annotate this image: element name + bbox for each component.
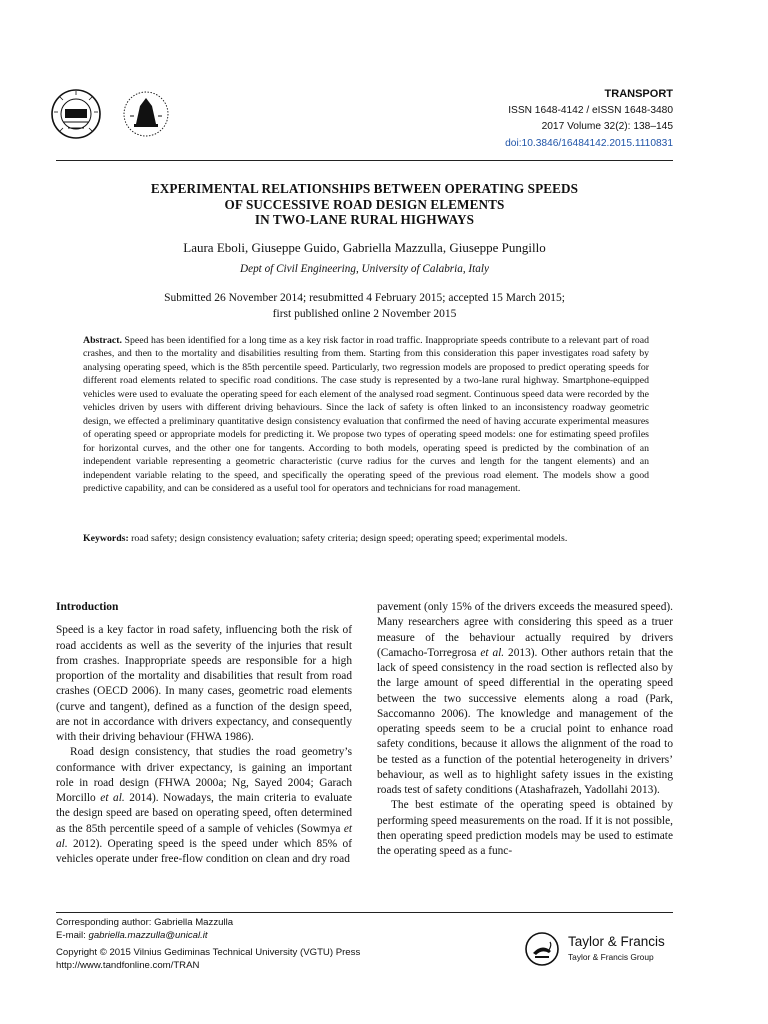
section-heading: Introduction	[56, 601, 119, 613]
publisher-group: Taylor & Francis Group	[568, 952, 654, 962]
abstract-text: Speed has been identified for a long time as a key risk factor in road traffic. Inappropriate speeds contribute to a relevant part of road crashes, and then to the mortality and disabilities resulting from them. Starting from this consideration this paper investigates road safety by analysing operating speed, which is the 85th percentile speed. Particularly, two regression models are proposed to predict operating speeds for different road elements related to specific road conditions. The case study is represented by a two-lane rural highway. Smartphone-equipped vehicles were used to evaluate the operating speed for each element of the analysed road segment. Continuous speed data were recorded by the vehicles driven by users with different driving behaviours. Since the lack of safety is often linked to an inconsistency roadway geometric design, we effected a preliminary quantitative design consistency evaluation that confirmed the need of having accurate experimental measures of operating speed or appropriate models for predicting it. We propose two types of operating speed models: one for estimating speed profiles for horizontal curves, and the other one for tangents. According to both models, operating speed is predicted by the combination of an independent variable representing a geometric characteristic (curve radius for the curves and length for the tangent elements) and an independent variable relating to the speed, and specifically the operating speed of the previous road element. The models show a good predictive capability, and can be considered as a useful tool for operators and technicians for road management.	[83, 335, 649, 494]
email-link[interactable]: gabriella.mazzulla@unical.it	[88, 929, 208, 941]
article-title	[56, 181, 673, 228]
keywords-text: road safety; design consistency evaluation; safety criteria; design speed; operating speed; experimental models.	[131, 533, 568, 544]
footer-info	[56, 917, 360, 973]
journal-issn: ISSN 1648-4142 / eISSN 1648-3480	[508, 104, 673, 116]
paragraph: pavement (only 15% of the drivers exceeds the measured speed). Many researchers agree with considering this speed as a truer measure of the behaviour actually required by drivers (Camacho-Torregrosa et al. 2013). Other authors retain that the lack of speed consistency in the road section is reflected also by the large amount of speed differential in the operating speed between the two successive elements along a road (Park, Saccomanno 2006). The knowledge and management of the operating speeds seem to be a crucial point to enhance road safety conditions, because it allows the alignment of the road to be tested as a function of the potential heterogeneity in drivers’ behaviour, as well as to highlight safety issues in the existing roads test of safety conditions (Atashafrazeh, Yadollahi 2013).	[377, 601, 673, 796]
title-line: OF SUCCESSIVE ROAD DESIGN ELEMENTS	[224, 196, 505, 212]
copyright: Copyright © 2015 Vilnius Gediminas Technical University (VGTU) Press	[56, 947, 361, 959]
authors: Laura Eboli, Giuseppe Guido, Gabriella Mazzulla, Giuseppe Pungillo	[183, 240, 546, 255]
keywords-label: Keywords:	[83, 533, 129, 544]
body-column-left	[56, 600, 352, 867]
journal-volume: 2017 Volume 32(2): 138–145	[541, 121, 673, 132]
dates-line: first published online 2 November 2015	[272, 307, 457, 320]
abstract	[83, 334, 649, 495]
publisher-name: Taylor & Francis	[568, 934, 665, 949]
corresponding-author: Corresponding author: Gabriella Mazzulla	[56, 917, 234, 928]
publisher-logo	[524, 931, 684, 971]
body-column-right	[377, 600, 673, 859]
email-line: E-mail: gabriella.mazzulla@unical.it	[56, 929, 208, 941]
keywords	[83, 532, 649, 545]
affiliation: Dept of Civil Engineering, University of Calabria, Italy	[240, 263, 489, 275]
doi-link[interactable]: doi:10.3846/16484142.2015.1110831	[505, 137, 673, 149]
paragraph: Road design consistency, that studies the road geometry’s conformance with driver expectancy, is gaining an important role in road design (FHWA 2000a; Ng, Sayed 2004; Garach Morcillo et al. 2014). Nowadays, the main criteria to evaluate the design speed are based on operating speed, often determined as the 85th percentile speed of a sample of vehicles (Sowmya et al. 2012). Operating speed is the speed under which 85% of vehicles operate under free-flow condition on clean and dry road	[56, 746, 352, 865]
paragraph: The best estimate of the operating speed is obtained by performing speed measurements on the road. If it is not possible, then operating speed prediction models may be used to estimate the operating speed as a func-	[377, 799, 673, 857]
header-divider	[56, 160, 673, 161]
journal-title: TRANSPORT	[604, 88, 673, 100]
vgtu-seal-icon	[50, 88, 180, 140]
title-line: IN TWO-LANE RURAL HIGHWAYS	[254, 212, 475, 227]
taylor-francis-lamp-icon	[524, 931, 560, 967]
submission-dates	[56, 291, 673, 322]
institution-logos	[50, 88, 180, 140]
dates-line: Submitted 26 November 2014; resubmitted 4 February 2015; accepted 15 March 2015;	[164, 292, 565, 304]
footer-divider	[56, 912, 673, 913]
journal-info	[505, 86, 673, 152]
journal-url[interactable]: http://www.tandfonline.com/TRAN	[56, 960, 200, 972]
title-line: EXPERIMENTAL RELATIONSHIPS BETWEEN OPERATING SPEEDS	[150, 181, 579, 196]
abstract-label: Abstract.	[83, 335, 122, 346]
paragraph: Speed is a key factor in road safety, influencing both the risk of road accidents as well as the severity of the injuries that result from crashes. Inappropriate speeds are responsible for a high proportion of the mortality and disabilities that result from road crashes (OECD 2006). In many cases, geometric road elements (curve and tangent), defined as a function of the design speed, are not in accordance with drivers expectancy, and consequently with their driving behaviour (FHWA 1986).	[56, 624, 352, 743]
